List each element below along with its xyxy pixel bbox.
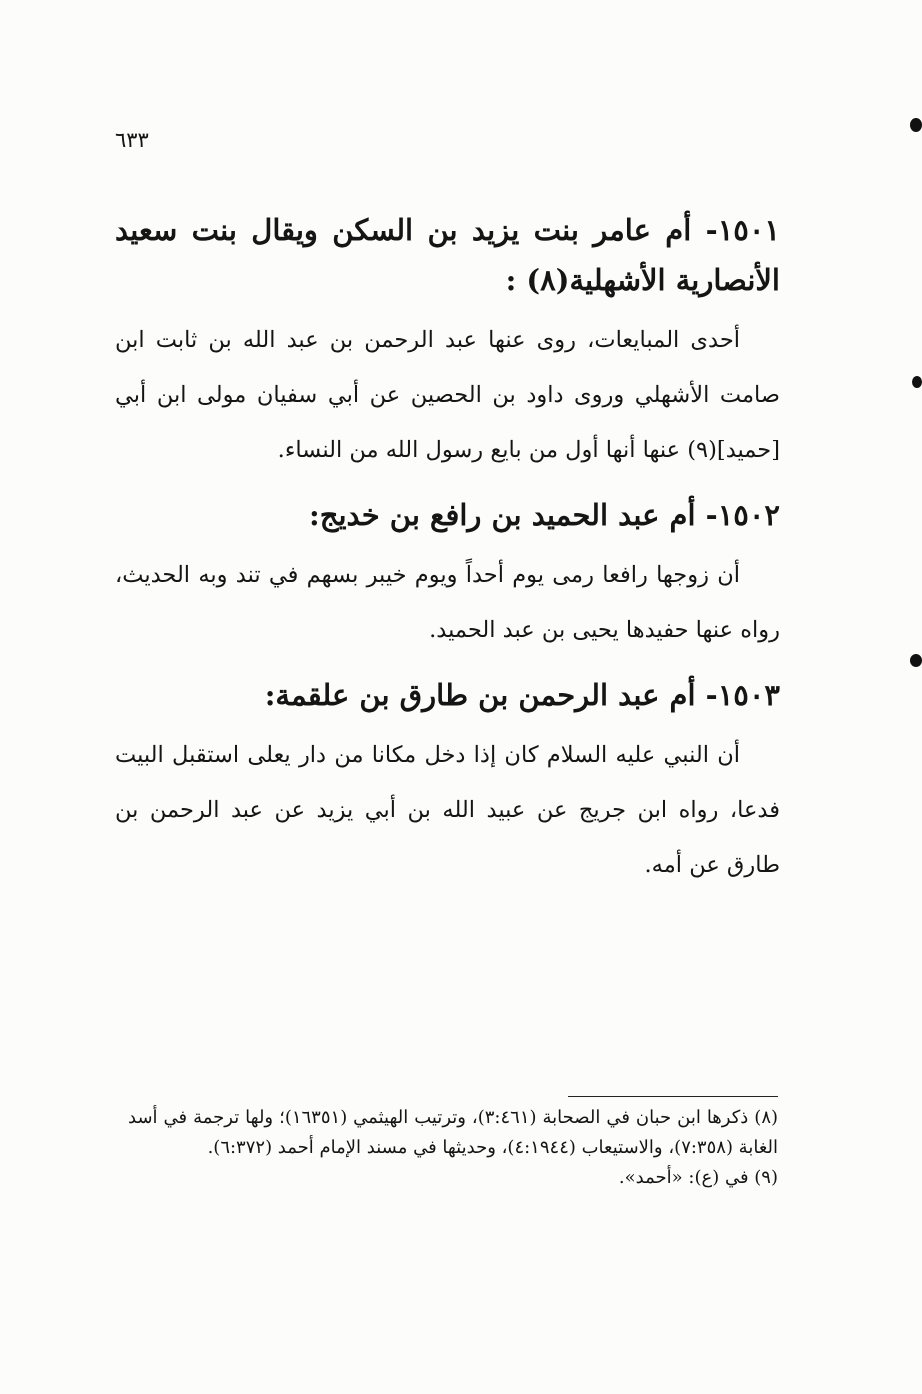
scan-edge-mark-2	[912, 376, 922, 388]
scan-edge-mark-1	[910, 118, 922, 132]
main-text	[115, 205, 780, 905]
footnotes	[128, 1096, 778, 1193]
entry-heading-1502: ١٥٠٢- أم عبد الحميد بن رافع بن خديج:	[309, 498, 780, 532]
scan-edge-mark-3	[910, 654, 922, 667]
footnote-8: (٨) ذكرها ابن حبان في الصحابة (٣:٤٦١)، وترتيب الهيثمي (١٦٣٥١)؛ ولها ترجمة في أسد الغابة (٧:٣٥٨)، والاستيعاب (٤:١٩٤٤)، وحديثها في مسند الإمام أحمد (٦:٣٧٢).	[128, 1107, 779, 1158]
footnote-9: (٩) في (ع): «أحمد».	[618, 1167, 778, 1188]
entry-heading-1501: ١٥٠١- أم عامر بنت يزيد بن السكن ويقال بنت سعيد الأنصارية الأشهلية(٨) :	[115, 213, 780, 297]
entry-body-1502: أن زوجها رافعا رمى يوم أحداً ويوم خيبر بسهم في تند وبه الحديث، رواه عنها حفيدها يحيى بن عبد الحميد.	[115, 562, 780, 643]
entry-body-1501: أحدى المبايعات، روى عنها عبد الرحمن بن عبد الله بن ثابت ابن صامت الأشهلي وروى داود بن الحصين عن أبي سفيان مولى ابن أبي [حميد](٩) عنها أنها أول من بايع رسول الله من النساء.	[115, 327, 780, 463]
entry-body-1503: أن النبي عليه السلام كان إذا دخل مكانا من دار يعلى استقبل البيت فدعا، رواه ابن جريج عن عبيد الله بن أبي يزيد عن عبد الرحمن بن طارق عن أمه.	[115, 742, 780, 878]
page-number: ٦٣٣	[115, 128, 149, 152]
entry-heading-1503: ١٥٠٣- أم عبد الرحمن بن طارق بن علقمة:	[264, 678, 780, 712]
footnote-divider	[568, 1096, 778, 1097]
